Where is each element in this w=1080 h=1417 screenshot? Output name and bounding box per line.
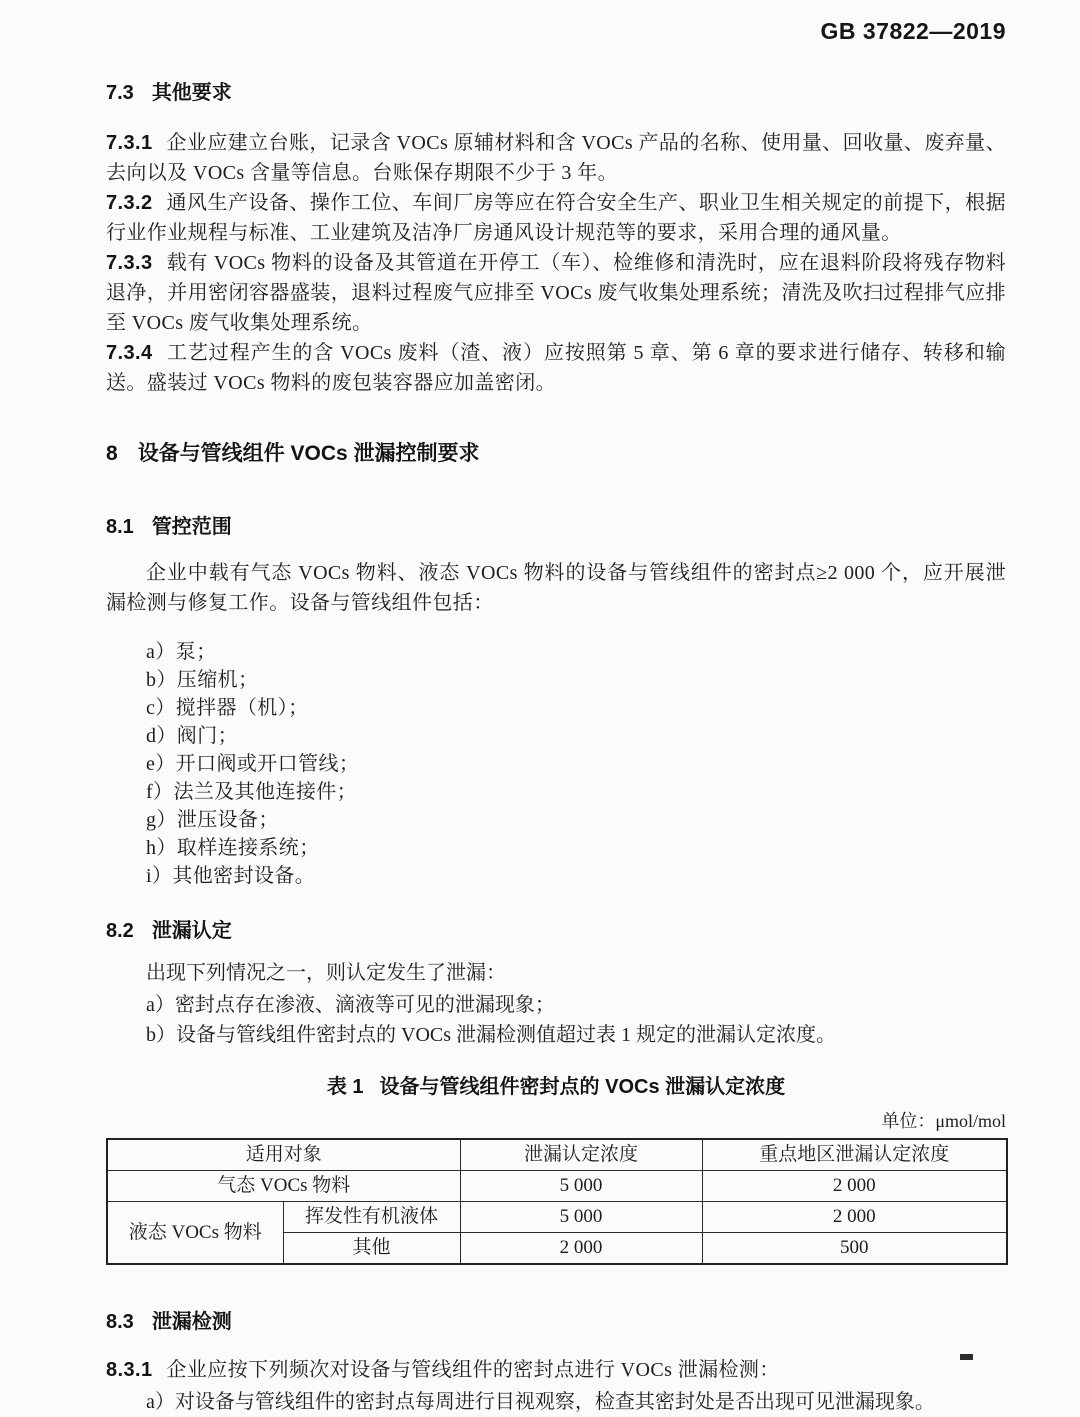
clause-7-3-4-number: 7.3.4 [106,342,153,364]
list-item-c: c）搅拌器（机）； [146,697,309,719]
list-item-g: g）泄压设备； [146,809,279,831]
section-8-3-heading [106,1309,1006,1335]
cell-volatile-name: 挥发性有机液体 [283,1202,460,1233]
detection-item-a: a）对设备与管线组件的密封点每周进行目视观察，检查其密封处是否出现可见泄漏现象。 [146,1391,935,1413]
header-cell-leak: 泄漏认定浓度 [460,1139,702,1171]
clause-8-3-1-text: 企业应按下列频次对设备与管线组件的密封点进行 VOCs 泄漏检测： [166,1359,780,1381]
table-row-gas [107,1171,1007,1202]
clause-7-3-4 [106,338,1006,398]
clause-7-3-4-text: 工艺过程产生的含 VOCs 废料（渣、液）应按照第 5 章、第 6 章的要求进行储存、转移和输送。盛装过 VOCs 物料的废包装容器应加盖密闭。 [106,342,1006,394]
section-8-2-heading [106,918,1006,944]
cell-liquid-name: 液态 VOCs 物料 [107,1202,283,1265]
section-7-3-number: 7.3 [106,82,134,104]
section-8-heading [106,440,1006,468]
section-8-1-number: 8.1 [106,516,134,538]
clause-7-3-2-number: 7.3.2 [106,192,153,214]
section-8-2-number: 8.2 [106,920,134,942]
header-cell-object: 适用对象 [107,1139,460,1171]
cell-other-leak: 2 000 [460,1233,702,1265]
clause-7-3-1-text: 企业应建立台账，记录含 VOCs 原辅材料和含 VOCs 产品的名称、使用量、回收量、废弃量、去向以及 VOCs 含量等信息。台账保存期限不少于 3 年。 [106,132,1006,184]
table-1-label: 表 1 [326,1076,364,1098]
list-item-a: a）泵； [146,641,217,663]
clause-7-3-2-text: 通风生产设备、操作工位、车间厂房等应在符合安全生产、职业卫生相关规定的前提下，根据行业作业规程与标准、工业建筑及洁净厂房通风设计规范等的要求，采用合理的通风量。 [106,192,1006,244]
cell-volatile-leak: 5 000 [460,1202,702,1233]
standard-number: GB 37822—2019 [820,18,1006,44]
cell-gas-leak: 5 000 [460,1171,702,1202]
section-7-3-clauses [106,128,1006,398]
cell-gas-key: 2 000 [702,1171,1007,1202]
criteria-item-b: b）设备与管线组件密封点的 VOCs 泄漏检测值超过表 1 规定的泄漏认定浓度。 [146,1024,837,1046]
clause-8-3-1-number: 8.3.1 [106,1359,153,1381]
list-item-e: e）开口阀或开口管线； [146,753,360,775]
equipment-list [146,638,1006,890]
detection-frequency-list [146,1387,1006,1417]
section-7-3-heading [106,80,1006,106]
clause-8-3-1 [106,1355,1006,1385]
clause-7-3-3 [106,248,1006,338]
list-item-b: b）压缩机； [146,669,259,691]
section-8-title: 设备与管线组件 VOCs 泄漏控制要求 [137,442,480,465]
section-8-number: 8 [106,442,118,465]
table-1-caption [106,1074,1006,1100]
list-item-f: f）法兰及其他连接件； [146,781,358,803]
cell-gas-name: 气态 VOCs 物料 [107,1171,460,1202]
cell-other-name: 其他 [283,1233,460,1265]
section-8-3-title: 泄漏检测 [151,1311,232,1333]
section-7-3-title: 其他要求 [151,82,232,104]
table-1-unit-note: 单位：μmol/mol [881,1111,1006,1131]
clause-7-3-1-number: 7.3.1 [106,132,153,154]
section-8-1-heading [106,514,1006,540]
criteria-item-a: a）密封点存在渗液、滴液等可见的泄漏现象； [146,994,555,1016]
section-8-2-title: 泄漏认定 [151,920,232,942]
page-number-partial [960,1354,973,1360]
section-8-2-intro: 出现下列情况之一，则认定发生了泄漏： [146,962,506,984]
section-8-3-number: 8.3 [106,1311,134,1333]
section-8-1-paragraph: 企业中载有气态 VOCs 物料、液态 VOCs 物料的设备与管线组件的密封点≥2 000 个，应开展泄漏检测与修复工作。设备与管线组件包括： [106,562,1006,614]
section-8-1-title: 管控范围 [151,516,232,538]
clause-7-3-2 [106,188,1006,248]
leak-criteria-list [146,990,1006,1050]
cell-other-key: 500 [702,1233,1007,1265]
table-1-title: 设备与管线组件密封点的 VOCs 泄漏认定浓度 [379,1076,786,1098]
clause-7-3-3-number: 7.3.3 [106,252,153,274]
table-row-header [107,1139,1007,1171]
table-1 [106,1138,1008,1265]
list-item-d: d）阀门； [146,725,238,747]
header-cell-key-region: 重点地区泄漏认定浓度 [702,1139,1007,1171]
clause-7-3-1 [106,128,1006,188]
cell-volatile-key: 2 000 [702,1202,1007,1233]
table-row-liquid-volatile [107,1202,1007,1233]
list-item-i: i）其他密封设备。 [146,865,316,887]
clause-7-3-3-text: 载有 VOCs 物料的设备及其管道在开停工（车）、检维修和清洗时，应在退料阶段将残存物料退净，并用密闭容器盛装，退料过程废气应排至 VOCs 废气收集处理系统；清洗及吹扫过程排气应排至 VOCs 废气收集处理系统。 [106,252,1006,334]
list-item-h: h）取样连接系统； [146,837,320,859]
